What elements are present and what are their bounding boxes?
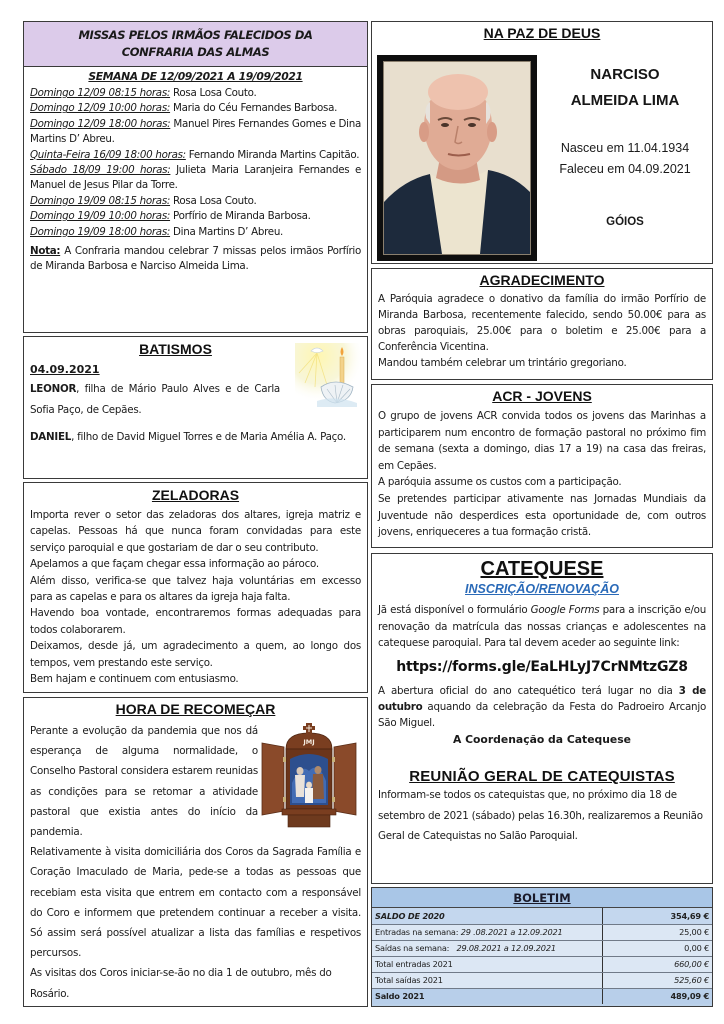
- mass-time: Quinta-Feira 16/09 18:00 horas:: [30, 148, 186, 161]
- child-name: LEONOR: [30, 383, 77, 395]
- table-row: [372, 940, 712, 956]
- zeladoras-title: ZELADORAS: [151, 487, 240, 503]
- registration-link[interactable]: https://forms.gle/EaLHLyJ7CrNMtzGZ8: [396, 658, 688, 675]
- note-text: A Confraria mandou celebrar 7 missas pelos irmãos Porfírio de Miranda Barbosa e Narciso Almeida Lima.: [30, 245, 361, 273]
- zeladoras-paragraph: Deixamos, desde já, um agradecimento a quem, ao longo dos tempos, vem prestando este serviço.: [30, 640, 361, 669]
- recomecar-intro: Perante a evolução da pandemia que nos dá esperança de alguma normalidade, o Conselho Pastoral considera estarem reunidas as condições para se retomar a atividade pastoral que existia antes do início da pandemia.: [30, 725, 258, 839]
- acr-section: [371, 384, 713, 548]
- row-value: 489,09 €: [602, 988, 712, 1004]
- acr-title: ACR - JOVENS: [492, 388, 592, 404]
- zeladoras-paragraph: Bem hajam e continuem com entusiasmo.: [30, 673, 239, 686]
- baptism-entry: [30, 379, 280, 421]
- catequese-subtitle: INSCRIÇÃO/RENOVAÇÃO: [465, 582, 619, 596]
- obituary-info: [540, 62, 710, 228]
- acr-paragraph: O grupo de jovens ACR convida todos os jovens das Marinhas a participarem num encontro de formação pastoral no próximo fim de semana (sexta a domingo, dias 17 a 19) na casa das freiras, em Cepães.: [378, 410, 706, 472]
- mass-entry: [30, 148, 361, 163]
- row-label: Total entradas 2021: [372, 956, 602, 972]
- catequese-paragraph: [372, 675, 712, 732]
- row-label: Saldo 2021: [372, 988, 602, 1004]
- mass-names: Manuel Pires Fernandes Gomes e Dina Martins D’ Abreu.: [30, 117, 361, 146]
- missas-week: SEMANA DE 12/09/2021 A 19/09/2021: [88, 70, 303, 83]
- mass-names: Rosa Losa Couto.: [170, 194, 257, 207]
- death-date: Faleceu em 04.09.2021: [559, 162, 691, 176]
- row-label: SALDO DE 2020: [372, 908, 602, 924]
- zeladoras-paragraph: Havendo boa vontade, encontraremos formas adequadas para todos colaborarem.: [30, 607, 361, 636]
- recomecar-title: HORA DE RECOMEÇAR: [115, 701, 276, 717]
- catequese-signature: A Coordenação da Catequese: [452, 733, 632, 747]
- batismos-section: [23, 336, 368, 479]
- portrait-photo: [377, 55, 537, 261]
- agradecimento-body: [372, 288, 712, 371]
- missas-title-band: [24, 22, 367, 67]
- mass-names: Dina Martins D’ Abreu.: [170, 225, 284, 238]
- mass-entry: [30, 209, 361, 224]
- recomecar-section: [23, 697, 368, 1007]
- oratorio-label: JMJ: [303, 738, 315, 746]
- portrait-image-icon: [384, 62, 530, 254]
- reuniao-text: Informam-se todos os catequistas que, no próximo dia 18 de setembro de 2021 (sábado) pelas 16.30h, realizaremos a Reunião Geral de Catequistas no Salão Paroquial.: [378, 789, 703, 843]
- mass-names: Maria do Céu Fernandes Barbosa.: [170, 102, 338, 115]
- mass-entry: [30, 225, 361, 240]
- zeladoras-paragraph: Apelamos a que façam chegar essa informação ao pároco.: [30, 558, 319, 571]
- agradecimento-paragraph: Mandou também celebrar um trintário gregoriano.: [378, 357, 627, 369]
- text: aquando da celebração da Festa do Padroeiro Arcanjo São Miguel.: [378, 700, 706, 730]
- boletim-table-section: [371, 887, 713, 1007]
- mass-time: Domingo 12/09 08:15 horas:: [30, 87, 171, 99]
- child-parents: , filha de Mário Paulo Alves e de Carla Sofia Paço, de Cepães.: [30, 383, 280, 416]
- baptism-entry: [30, 427, 361, 448]
- google-forms-text: Google Forms: [530, 604, 600, 616]
- text: para a inscrição e/ou renovação da matrícula das nossas crianças e adolescentes na catequese paroquial. Para tal devem aceder ao seguinte link:: [378, 604, 707, 650]
- mass-time: Domingo 19/09 08:15 horas:: [30, 194, 171, 207]
- catequese-section: [371, 553, 713, 884]
- recomecar-paragraph: As visitas dos Coros iniciar-se-ão no dia 1 de outubro, mês do Rosário.: [30, 967, 332, 1000]
- zeladoras-body: [24, 503, 367, 687]
- missas-title-line1: MISSAS PELOS IRMÃOS FALECIDOS DA: [78, 28, 313, 42]
- mass-time: Domingo 12/09 18:00 horas:: [30, 117, 171, 130]
- catequese-title: CATEQUESE: [480, 558, 604, 580]
- row-value: 0,00 €: [602, 940, 712, 956]
- deceased-name-line2: ALMEIDA LIMA: [570, 92, 680, 109]
- mass-names: Porfírio de Miranda Barbosa.: [170, 210, 311, 223]
- agradecimento-section: [371, 268, 713, 380]
- mass-entry: [30, 163, 361, 194]
- deceased-name-line1: NARCISO: [590, 66, 660, 83]
- acr-paragraph: Se pretendes participar ativamente nas Jornadas Mundiais da Juventude não desperdices esta oportunidade de, com outros jovens, enriqueceres a tua formação cristã.: [378, 492, 706, 539]
- zeladoras-section: [23, 482, 368, 693]
- table-row: [372, 972, 712, 988]
- mass-time: Domingo 12/09 10:00 horas:: [30, 102, 171, 115]
- reuniao-title: REUNIÃO GERAL DE CATEQUISTAS: [409, 768, 675, 786]
- batismos-title: BATISMOS: [139, 341, 212, 357]
- row-label: Entradas na semana: 29 .08.2021 a 12.09.2021: [372, 924, 602, 940]
- mass-time: Domingo 19/09 18:00 horas:: [30, 225, 171, 238]
- row-value: 525,60 €: [602, 972, 712, 988]
- obituary-title: NA PAZ DE DEUS: [483, 25, 601, 41]
- row-value: 354,69 €: [602, 908, 712, 924]
- catequese-paragraph: [372, 596, 712, 652]
- row-value: 25,00 €: [602, 924, 712, 940]
- child-name: DANIEL: [30, 431, 72, 443]
- acr-paragraph: A paróquia assume os custos com a participação.: [378, 476, 622, 489]
- table-row: [372, 956, 712, 972]
- table-row: [372, 924, 712, 940]
- batismos-date: 04.09.2021: [30, 363, 100, 376]
- boletim-title: BOLETIM: [372, 888, 712, 908]
- text: Jã está disponível o formulário: [378, 604, 531, 616]
- table-row: [372, 988, 712, 1004]
- child-parents: , filho de David Miguel Torres e de Maria Amélia A. Paço.: [71, 431, 346, 443]
- note-label: Nota:: [30, 245, 61, 258]
- opening-date: 3 de outubro: [378, 684, 707, 713]
- mass-names: Fernando Miranda Martins Capitão.: [185, 148, 360, 161]
- missas-entries: [24, 83, 367, 240]
- acr-body: [372, 404, 712, 541]
- mass-names: Rosa Losa Couto.: [170, 87, 257, 99]
- deceased-place: GÓIOS: [606, 216, 644, 228]
- missas-section: [23, 21, 368, 333]
- mass-entry: [30, 101, 361, 116]
- oratorio-icon: [256, 723, 362, 829]
- mass-time: Sábado 18/09 19:00 horas:: [30, 164, 171, 177]
- obituary-section: [371, 21, 713, 264]
- zeladoras-paragraph: Além disso, verifica-se que talvez haja voluntárias em excesso para as capelas e para os altares da igreja haja falta.: [30, 574, 361, 604]
- birth-date: Nasceu em 11.04.1934: [560, 141, 690, 155]
- missas-title-line2: CONFRARIA DAS ALMAS: [121, 45, 270, 59]
- mass-entry: [30, 117, 361, 148]
- mass-names: Julieta Maria Laranjeira Fernandes e Manuel de Jesus Pilar da Torre.: [30, 164, 361, 192]
- boletim-table: [372, 908, 712, 1004]
- agradecimento-paragraph: A Paróquia agradece o donativo da família do irmão Porfírio de Miranda Barbosa, recentemente falecido, sendo 50.00€ para as obras paroquiais, 25.00€ para o boletim e 25.00€ para a Conferência Vicentina.: [378, 293, 706, 353]
- mass-entry: [30, 194, 361, 209]
- zeladoras-paragraph: Importa rever o setor das zeladoras dos altares, igreja matriz e capelas. Pessoas há que nunca foram convidadas para este serviço paroquial e que gostariam de dar o seu contributo.: [30, 509, 361, 554]
- baptism-dove-candle-icon: [295, 343, 361, 409]
- mass-time: Domingo 19/09 10:00 horas:: [30, 210, 171, 223]
- missas-note: [24, 244, 367, 275]
- row-label: Saídas na semana: 29.08.2021 a 12.09.2021: [372, 940, 602, 956]
- row-value: 660,00 €: [602, 956, 712, 972]
- row-label: Total saídas 2021: [372, 972, 602, 988]
- mass-entry: [30, 86, 361, 101]
- table-row: [372, 908, 712, 924]
- recomecar-paragraph: Relativamente à visita domiciliária dos Coros da Sagrada Família e Coração Imaculado de Maria, pede-se a todas as pessoas que recebiam esta visita que entrem em contacto com a responsável do Coro e informem que pretendem continuar a receber a visita. Só assim será possível atualizar a lista das famílias e respetivos percursos.: [30, 846, 361, 960]
- agradecimento-title: AGRADECIMENTO: [479, 272, 605, 288]
- text: A abertura oficial do ano catequético terá lugar no dia: [378, 684, 679, 697]
